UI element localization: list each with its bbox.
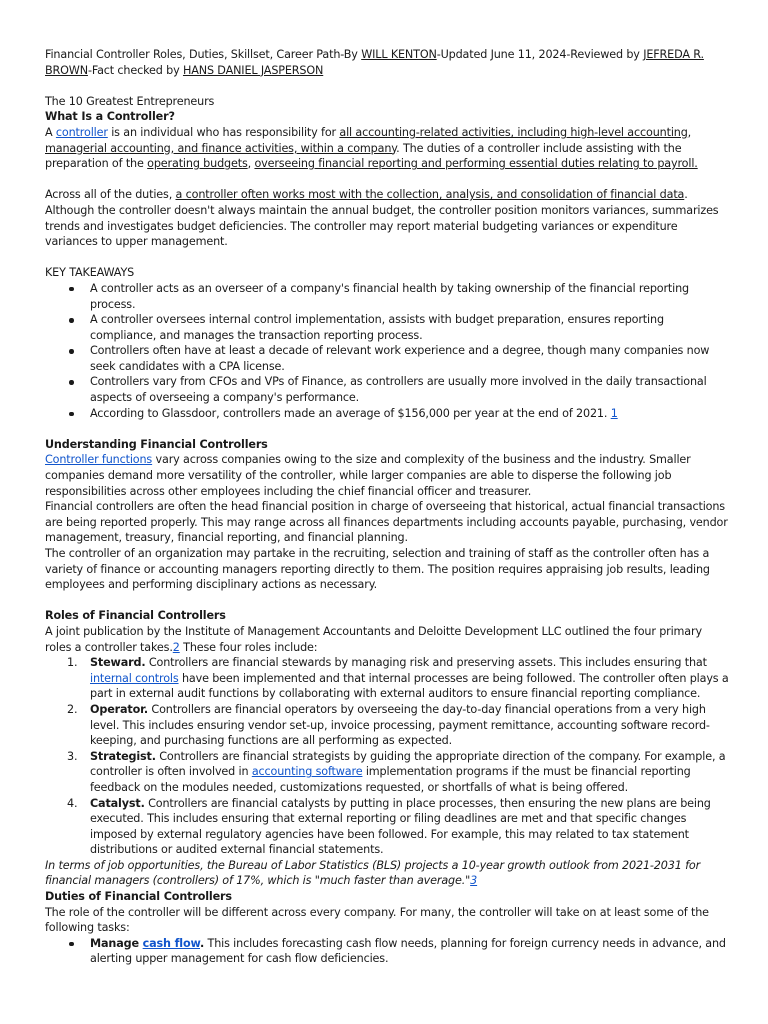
cash-flow-link[interactable]: cash flow bbox=[142, 936, 200, 950]
list-item: Manage cash flow. This includes forecasting cash flow needs, planning for foreign currency needs in advance, and alerting upper management for cash flow deficiencies. bbox=[45, 936, 729, 967]
footnote-1-link[interactable]: 1 bbox=[610, 406, 618, 420]
intro-paragraph-1: A controller is an individual who has responsibility for all accounting-related activities, including high-level accounting, managerial accounting, and finance activities, within a company. The duties of a controller include assisting with the preparation of the operating budgets, overseeing financial reporting and performing essential duties relating to payroll. bbox=[45, 125, 698, 171]
fact-checker-link[interactable]: HANS DANIEL JASPERSON bbox=[182, 63, 324, 77]
document-body bbox=[45, 47, 729, 967]
list-item: A controller acts as an overseer of a company's financial health by taking ownership of the financial reporting process. bbox=[45, 281, 729, 312]
entrepreneurs-line: The 10 Greatest Entrepreneurs bbox=[45, 94, 215, 108]
role-item-catalyst: 4. Catalyst. Controllers are financial catalysts by putting in place processes, then ensuring the new plans are being executed. This includes ensuring that external reporting or filing deadlines are met and that specific changes imposed by external regulatory agencies have been followed. For example, this may related to tax statement distributions or audited external financial statements. bbox=[67, 796, 711, 857]
role-item-strategist: 3. Strategist. Controllers are financial strategists by guiding the appropriate direction of the company. For example, a controller is often involved in accounting software implementation programs if the must be financial reporting feedback on the modules needed, customizations requested, or shortfalls of what is being offered. bbox=[67, 749, 726, 794]
what-is-controller-heading: What Is a Controller? bbox=[45, 110, 175, 124]
controller-link[interactable]: controller bbox=[55, 125, 108, 139]
understanding-heading: Understanding Financial Controllers bbox=[45, 437, 268, 451]
roles-intro: A joint publication by the Institute of Management Accountants and Deloitte Development LLC outlined the four primary roles a controller takes.2 These four roles include: bbox=[45, 624, 702, 654]
understanding-paragraph-1: Controller functions vary across companies owing to the size and complexity of the business and the industry. Smaller companies demand more versatility of the controller, while larger companies are able to disperse the following job responsibilities across other employees including the chief financial officer and treasurer. bbox=[45, 453, 691, 498]
understanding-paragraph-3: The controller of an organization may partake in the recruiting, selection and training of staff as the controller often has a variety of finance or accounting managers reporting directly to them. The position requires appraising job results, leading employees and performing disciplinary actions as necessary. bbox=[45, 547, 710, 592]
duties-intro: The role of the controller will be different across every company. For many, the controller will take on at least some of the following tasks: bbox=[45, 905, 709, 935]
roles-heading: Roles of Financial Controllers bbox=[45, 609, 226, 623]
list-item: Controllers vary from CFOs and VPs of Finance, as controllers are usually more involved in the daily transactional aspects of overseeing a company's performance. bbox=[45, 374, 729, 405]
author-link[interactable]: WILL KENTON bbox=[361, 48, 437, 61]
footnote-2-link[interactable]: 2 bbox=[172, 640, 180, 654]
list-item: A controller oversees internal control implementation, assists with budget preparation, ensures reporting compliance, and manages the transaction reporting process. bbox=[45, 312, 729, 343]
duties-list bbox=[45, 936, 729, 967]
key-takeaways-list bbox=[45, 281, 729, 421]
role-item-steward: 1. Steward. Controllers are financial stewards by managing risk and preserving assets. This includes ensuring that internal controls have been implemented and that internal processes are being followed. The controller often plays a part in external audit functions by collaborating with external auditors to ensure financial reporting compliance. bbox=[67, 656, 729, 701]
list-item: According to Glassdoor, controllers made an average of $156,000 per year at the end of 2021. 1 bbox=[45, 406, 729, 422]
controller-functions-link[interactable]: Controller functions bbox=[45, 453, 153, 467]
footnote-3-link[interactable]: 3 bbox=[470, 874, 478, 888]
reviewer-link[interactable]: JEFREDA R. BROWN bbox=[45, 48, 704, 77]
duties-heading: Duties of Financial Controllers bbox=[45, 890, 232, 904]
roles-list bbox=[45, 655, 729, 858]
intro-paragraph-2: Across all of the duties, a controller often works most with the collection, analysis, and consolidation of financial data. Although the controller doesn't always maintain the annual budget, the controller position monitors variances, summarizes trends and investigates budget deficiencies. The controller may report material budgeting variances or expenditure variances to upper management. bbox=[45, 188, 719, 249]
understanding-paragraph-2: Financial controllers are often the head financial position in charge of overseeing that historical, actual financial transactions are being reported properly. This may range across all finances departments including accounts payable, purchasing, vendor management, treasury, financial reporting, and financial planning. bbox=[45, 500, 728, 545]
byline: Financial Controller Roles, Duties, Skillset, Career Path-By WILL KENTON-Updated June 11, 2024-Reviewed by JEFREDA R. BROWN-Fact checked by HANS DANIEL JASPERSON bbox=[45, 48, 704, 77]
internal-controls-link[interactable]: internal controls bbox=[90, 671, 179, 685]
key-takeaways-heading: KEY TAKEAWAYS bbox=[45, 266, 135, 280]
list-item: Controllers often have at least a decade of relevant work experience and a degree, though many companies now seek candidates with a CPA license. bbox=[45, 343, 729, 374]
role-item-operator: 2. Operator. Controllers are financial operators by overseeing the day-to-day financial operations from a very high level. This includes ensuring vendor set-up, invoice processing, payment remittance, accounting software record-keeping, and purchasing functions are all performing as expected. bbox=[67, 702, 710, 748]
bls-note: In terms of job opportunities, the Bureau of Labor Statistics (BLS) projects a 10-year growth outlook from 2021-2031 for financial managers (controllers) of 17%, which is "much faster than average."3 bbox=[45, 858, 701, 888]
accounting-software-link[interactable]: accounting software bbox=[251, 765, 363, 779]
